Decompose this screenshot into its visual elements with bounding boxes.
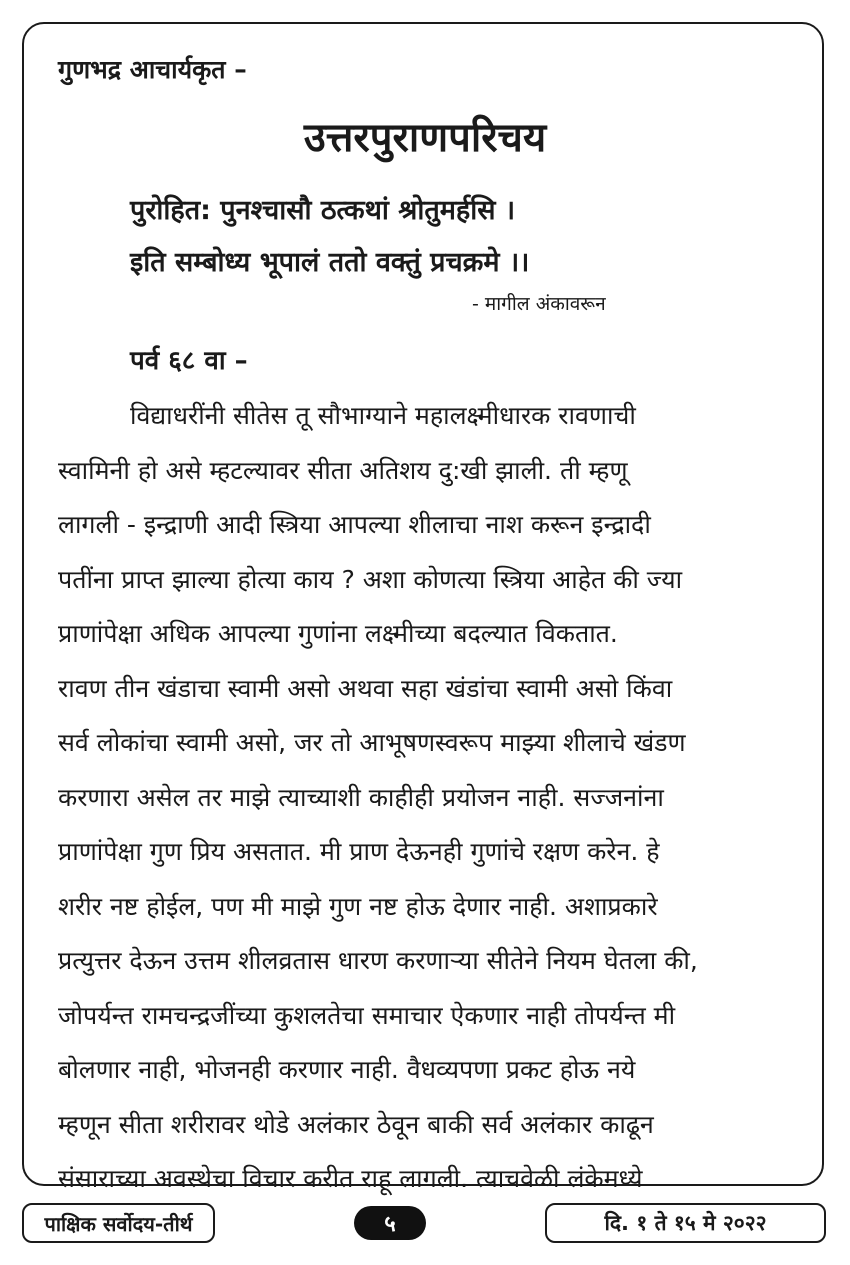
continued-reference: - मागील अंकावरून xyxy=(472,293,606,315)
body-line: म्हणून सीता शरीरावर थोडे अलंकार ठेवून बाकी सर्व अलंकार काढून xyxy=(58,1109,654,1139)
body-line: प्राणांपेक्षा गुण प्रिय असतात. मी प्राण देऊनही गुणांचे रक्षण करेन. हे xyxy=(58,837,660,867)
page-title: उत्तरपुराणपरिचय xyxy=(303,115,547,161)
verse-line-1: पुरोहित: पुनश्चासौ ठत्कथां श्रोतुमर्हसि । xyxy=(130,195,516,226)
body-line: विद्याधरींनी सीतेस तू सौभाग्याने महालक्ष्मीधारक रावणाची xyxy=(130,401,636,431)
body-line: संसाराच्या अवस्थेचा विचार करीत राहू लागली. त्याचवेळी लंकेमध्ये xyxy=(58,1164,643,1194)
body-line: शरीर नष्ट होईल, पण मी माझे गुण नष्ट होऊ देणार नाही. अशाप्रकारे xyxy=(58,891,658,921)
publication-name-box xyxy=(22,1203,215,1243)
publication-name: पाक्षिक सर्वोदय-तीर्थ xyxy=(44,1211,193,1236)
body-line: लागली - इन्द्राणी आदी स्त्रिया आपल्या शीलाचा नाश करून इन्द्रादी xyxy=(58,510,651,540)
issue-date-box xyxy=(545,1203,826,1243)
section-heading: पर्व ६८ वा – xyxy=(130,346,248,376)
page-number-badge xyxy=(354,1206,426,1240)
body-line: स्वामिनी हो असे म्हटल्यावर सीता अतिशय दु:खी झाली. ती म्हणू xyxy=(58,455,628,485)
page-number: ५ xyxy=(384,1212,396,1237)
body-line: जोपर्यन्त रामचन्द्रजींच्या कुशलतेचा समाचार ऐकणार नाही तोपर्यन्त मी xyxy=(58,1000,676,1030)
body-text xyxy=(58,388,791,1206)
body-line: प्रत्युत्तर देऊन उत्तम शीलव्रतास धारण करणाऱ्या सीतेने नियम घेतला की, xyxy=(58,946,698,976)
author-line: गुणभद्र आचार्यकृत – xyxy=(58,55,247,84)
issue-date: दि. १ ते १५ मे २०२२ xyxy=(604,1211,767,1235)
body-line: रावण तीन खंडाचा स्वामी असो अथवा सहा खंडांचा स्वामी असो किंवा xyxy=(58,673,673,703)
body-line: सर्व लोकांचा स्वामी असो, जर तो आभूषणस्वरूप माझ्या शीलाचे खंडण xyxy=(58,728,686,758)
verse-line-2: इति सम्बोध्य भूपालं ततो वक्तुं प्रचक्रमे ।। xyxy=(130,247,530,278)
body-line: पतींना प्राप्त झाल्या होत्या काय ? अशा कोणत्या स्त्रिया आहेत की ज्या xyxy=(58,564,683,594)
body-line: करणारा असेल तर माझे त्याच्याशी काहीही प्रयोजन नाही. सज्जनांना xyxy=(58,782,664,812)
body-line: प्राणांपेक्षा अधिक आपल्या गुणांना लक्ष्मीच्या बदल्यात विकतात. xyxy=(58,619,618,649)
body-line: बोलणार नाही, भोजनही करणार नाही. वैधव्यपणा प्रकट होऊ नये xyxy=(58,1055,636,1085)
